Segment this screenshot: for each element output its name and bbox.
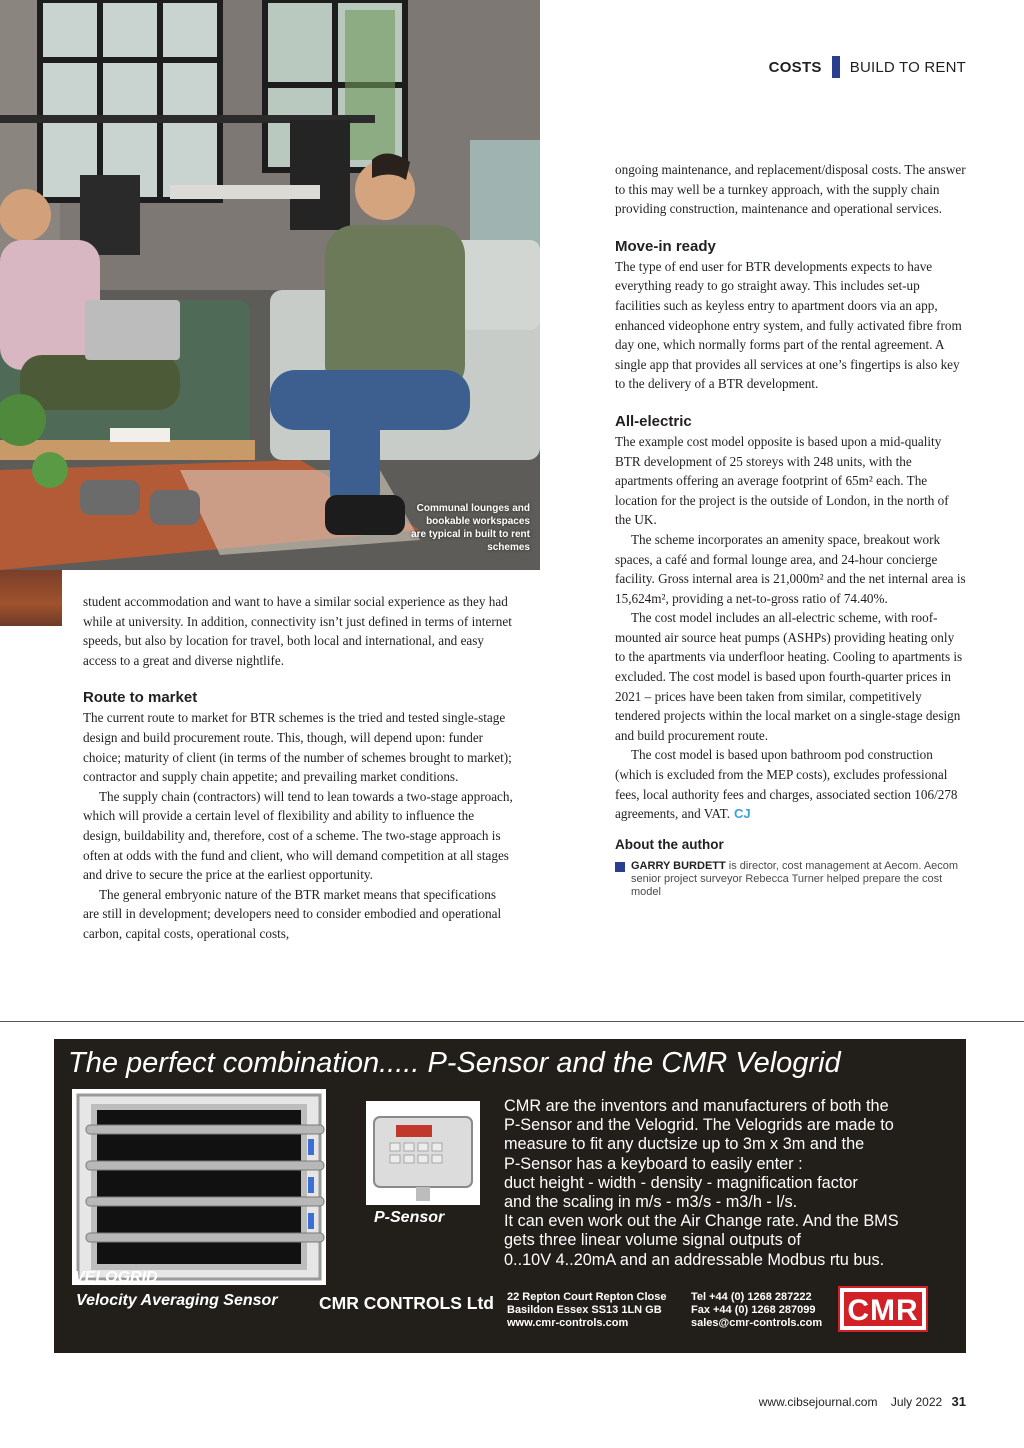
phone-number: Tel +44 (0) 1268 287222 [691, 1291, 812, 1303]
psensor-product-image [366, 1101, 480, 1205]
author-bio [615, 860, 967, 899]
company-address [507, 1291, 667, 1330]
lounge-photo [0, 0, 540, 570]
advert-body-line: duct height - width - density - magnification factor [504, 1173, 858, 1192]
photo-extension [0, 570, 62, 626]
footer-issue: July 2022 [890, 1395, 943, 1409]
header-divider-bar [832, 56, 840, 78]
page-number: 31 [951, 1394, 966, 1409]
footer-site[interactable]: www.cibsejournal.com [758, 1395, 878, 1409]
advert-title: The perfect combination..... P-Sensor and the CMR Velogrid [68, 1047, 841, 1079]
photo-caption: Communal lounges and bookable workspaces are typical in built to rent schemes [411, 503, 530, 553]
psensor-icon [366, 1101, 480, 1205]
company-contact [691, 1291, 822, 1330]
section-label: COSTS [768, 58, 822, 76]
body-paragraph: student accommodation and want to have a similar social experience as they had while at university. In addition, connectivity isn’t just defined in terms of internet speeds, but also by location for travel, both local and international, and easy access to a great and diverse nightlife. [83, 594, 512, 668]
address-line: Basildon Essex SS13 1LN GB [507, 1304, 662, 1316]
route-heading: Route to market [83, 689, 198, 707]
velogrid-product-image [72, 1089, 326, 1285]
author-heading: About the author [615, 836, 724, 852]
velogrid-subtitle: Velocity Averaging Sensor [76, 1292, 278, 1309]
bullet-square-icon [615, 862, 625, 872]
advert-divider [0, 1021, 1024, 1022]
page-footer [759, 1394, 966, 1409]
company-name: CMR CONTROLS Ltd [319, 1293, 494, 1313]
body-paragraph: The supply chain (contractors) will tend to lean towards a two-stage approach, which will provide a certain level of flexibility and ability to influence the design, buildability and, therefore, cost of a scheme. The two-stage approach is often at odds with the fund and client, who will demand competition at all stages and drive to secure the price at the earliest opportunity. [83, 788, 513, 883]
advert-body-line: P-Sensor and the Velogrid. The Velogrids are made to [504, 1116, 894, 1135]
address-line: 22 Repton Court Repton Close [507, 1291, 667, 1303]
body-paragraph: The type of end user for BTR developments expects to have everything ready to go straight away. This includes set-up facilities such as keyless entry to apartment doors via an app, enhanced videophone entry system, and fully activated fibre from day one, which normally forms part of the rental agreement. A single app that provides all services at one’s fingertips is also key to the delivery of a BTR development. [615, 258, 962, 392]
body-paragraph: The general embryonic nature of the BTR market means that specifications are still in development; developers need to consider embodied and operational carbon, capital costs, operational costs, [83, 886, 502, 941]
right-column [615, 160, 967, 899]
body-paragraph-final [615, 745, 967, 823]
advert-body-line: measure to fit any ductsize up to 3m x 3m and the [504, 1135, 865, 1154]
all-electric-heading: All-electric [615, 412, 692, 430]
body-paragraph: The scheme incorporates an amenity space, breakout work spaces, a café and formal lounge area, and 24-hour concierge facility. Gross internal area is 21,000m² and the net internal area is 15,624m², providing a net-to-gross ratio of 74.40%. [615, 531, 966, 606]
advert-body-line: It can even work out the Air Change rate. And the BMS [504, 1212, 899, 1231]
email-link[interactable]: sales@cmr-controls.com [691, 1317, 823, 1329]
velogrid-icon [72, 1089, 326, 1285]
left-column [83, 592, 513, 944]
body-paragraph: The current route to market for BTR schemes is the tried and tested single-stage design and build procurement route. This, though, will depend upon: funder choice; maturity of client (in terms of the number of schemes brought to market); contractor and supply chain appetite; and prevailing market conditions. [83, 710, 512, 785]
advert-body [504, 1097, 944, 1270]
lounge-illustration [0, 0, 540, 570]
cmr-logo-text: CMR [842, 1290, 924, 1328]
advert-body-line: and the scaling in m/s - m3/s - m3/h - l/s. [504, 1193, 798, 1212]
body-paragraph: The cost model includes an all-electric scheme, with roof-mounted air source heat pumps (ASHPs) providing heating only to the apartments via underfloor heating. Cooling to apartments is excluded. The cost model is based upon fourth-quarter prices in 2021 – prices have been taken from similar, competitively tendered projects within the local market on a single-stage design and build procurement route. [615, 610, 963, 743]
advert-body-line: gets three linear volume signal outputs of [504, 1231, 801, 1250]
advert-body-line: 0..10V 4..20mA and an addressable Modbus rtu bus. [504, 1250, 885, 1269]
author-name: GARRY BURDETT [631, 859, 726, 872]
fax-number: Fax +44 (0) 1268 287099 [691, 1304, 816, 1316]
advert-body-line: P-Sensor has a keyboard to easily enter : [504, 1154, 803, 1173]
body-paragraph: The example cost model opposite is based upon a mid-quality BTR development of 25 storeys with 248 units, with the apartments offering an average footprint of 65m² each. The location for the project is the outside of London, in the north of the UK. [615, 433, 949, 528]
final-text: The cost model is based upon bathroom pod construction (which is excluded from the MEP costs), excludes professional fees, local authority fees and charges, associated section 106/278 agreements, and VAT. [615, 747, 958, 822]
end-mark: CJ [734, 806, 751, 822]
velogrid-label: VELOGRID [74, 1269, 158, 1286]
cmr-logo [838, 1286, 928, 1332]
psensor-label: P-Sensor [374, 1209, 445, 1226]
body-paragraph: ongoing maintenance, and replacement/disposal costs. The answer to this may well be a turnkey approach, with the supply chain providing construction, maintenance and operational services. [615, 162, 966, 217]
topic-label: BUILD TO RENT [849, 58, 966, 76]
advert-body-line: CMR are the inventors and manufacturers of both the [504, 1097, 889, 1115]
author-description: is director, cost management at Aecom. Aecom senior project surveyor Rebecca Turner helped prepare the cost model [631, 859, 959, 898]
section-header [769, 56, 966, 78]
website-link[interactable]: www.cmr-controls.com [507, 1317, 629, 1329]
move-in-heading: Move-in ready [615, 237, 716, 255]
cmr-advert [54, 1039, 966, 1353]
